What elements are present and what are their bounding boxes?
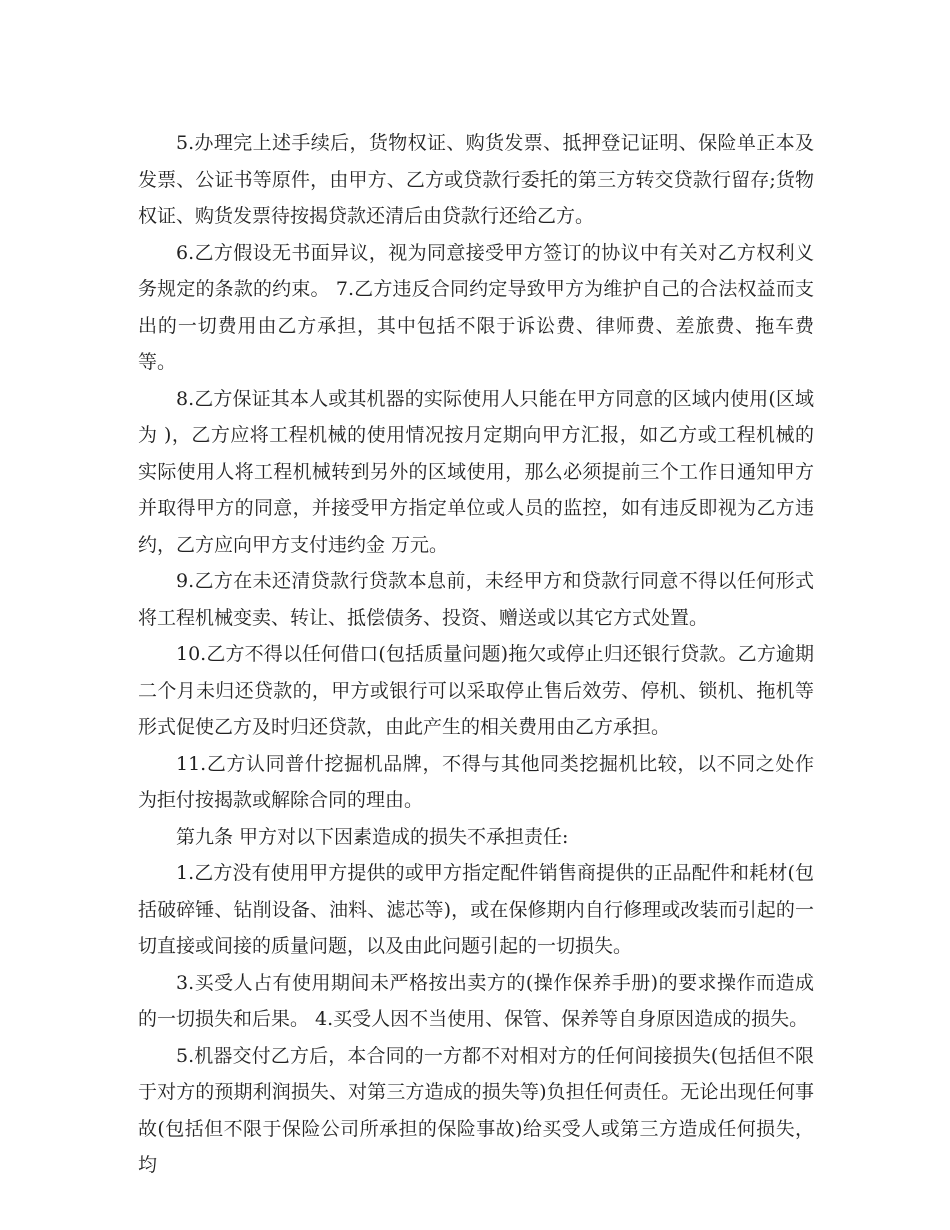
- clause-paragraph: 8.乙方保证其本人或其机器的实际使用人只能在甲方同意的区域内使用(区域为 )，乙方应将工程机械的使用情况按月定期向甲方汇报，如乙方或工程机械的实际使用人将工程机械转到另外的区域使用，那么必须提前三个工作日通知甲方并取得甲方的同意，并接受甲方指定单位或人员的监控，如有违反即视为乙方违约，乙方应向甲方支付违约金 万元。: [138, 387, 814, 556]
- clause-paragraph: 9.乙方在未还清贷款行贷款本息前，未经甲方和贷款行同意不得以任何形式将工程机械变卖、转让、抵偿债务、投资、赠送或以其它方式处置。: [138, 570, 814, 629]
- section-heading: 第九条 甲方对以下因素造成的损失不承担责任:: [176, 825, 569, 848]
- document-page: [138, 125, 814, 1184]
- clause-paragraph: 5.办理完上述手续后，货物权证、购货发票、抵押登记证明、保险单正本及发票、公证书等原件，由甲方、乙方或贷款行委托的第三方转交贷款行留存;货物权证、购货发票待按揭贷款还清后由贷款行还给乙方。: [138, 132, 814, 227]
- clause-paragraph: 5.机器交付乙方后，本合同的一方都不对相对方的任何间接损失(包括但不限于对方的预期利润损失、对第三方造成的损失等)负担任何责任。无论出现任何事故(包括但不限于保险公司所承担的保险事故)给买受人或第三方造成任何损失，均: [138, 1044, 814, 1176]
- clause-paragraph: 10.乙方不得以任何借口(包括质量问题)拖欠或停止归还银行贷款。乙方逾期二个月未归还贷款的，甲方或银行可以采取停止售后效劳、停机、锁机、拖机等形式促使乙方及时归还贷款，由此产生的相关费用由乙方承担。: [138, 643, 814, 738]
- clause-paragraph: 11.乙方认同普什挖掘机品牌，不得与其他同类挖掘机比较，以不同之处作为拒付按揭款或解除合同的理由。: [138, 752, 814, 811]
- clause-paragraph: 3.买受人占有使用期间未严格按出卖方的(操作保养手册)的要求操作而造成的一切损失和后果。 4.买受人因不当使用、保管、保养等自身原因造成的损失。: [138, 971, 814, 1030]
- clause-paragraph: 6.乙方假设无书面异议，视为同意接受甲方签订的协议中有关对乙方权利义务规定的条款的约束。 7.乙方违反合同约定导致甲方为维护自己的合法权益而支出的一切费用由乙方承担，其中包括不限于诉讼费、律师费、差旅费、拖车费等。: [138, 241, 814, 373]
- clause-paragraph: 1.乙方没有使用甲方提供的或甲方指定配件销售商提供的正品配件和耗材(包括破碎锤、钻削设备、油料、滤芯等)，或在保修期内自行修理或改装而引起的一切直接或间接的质量问题，以及由此问题引起的一切损失。: [138, 862, 814, 957]
